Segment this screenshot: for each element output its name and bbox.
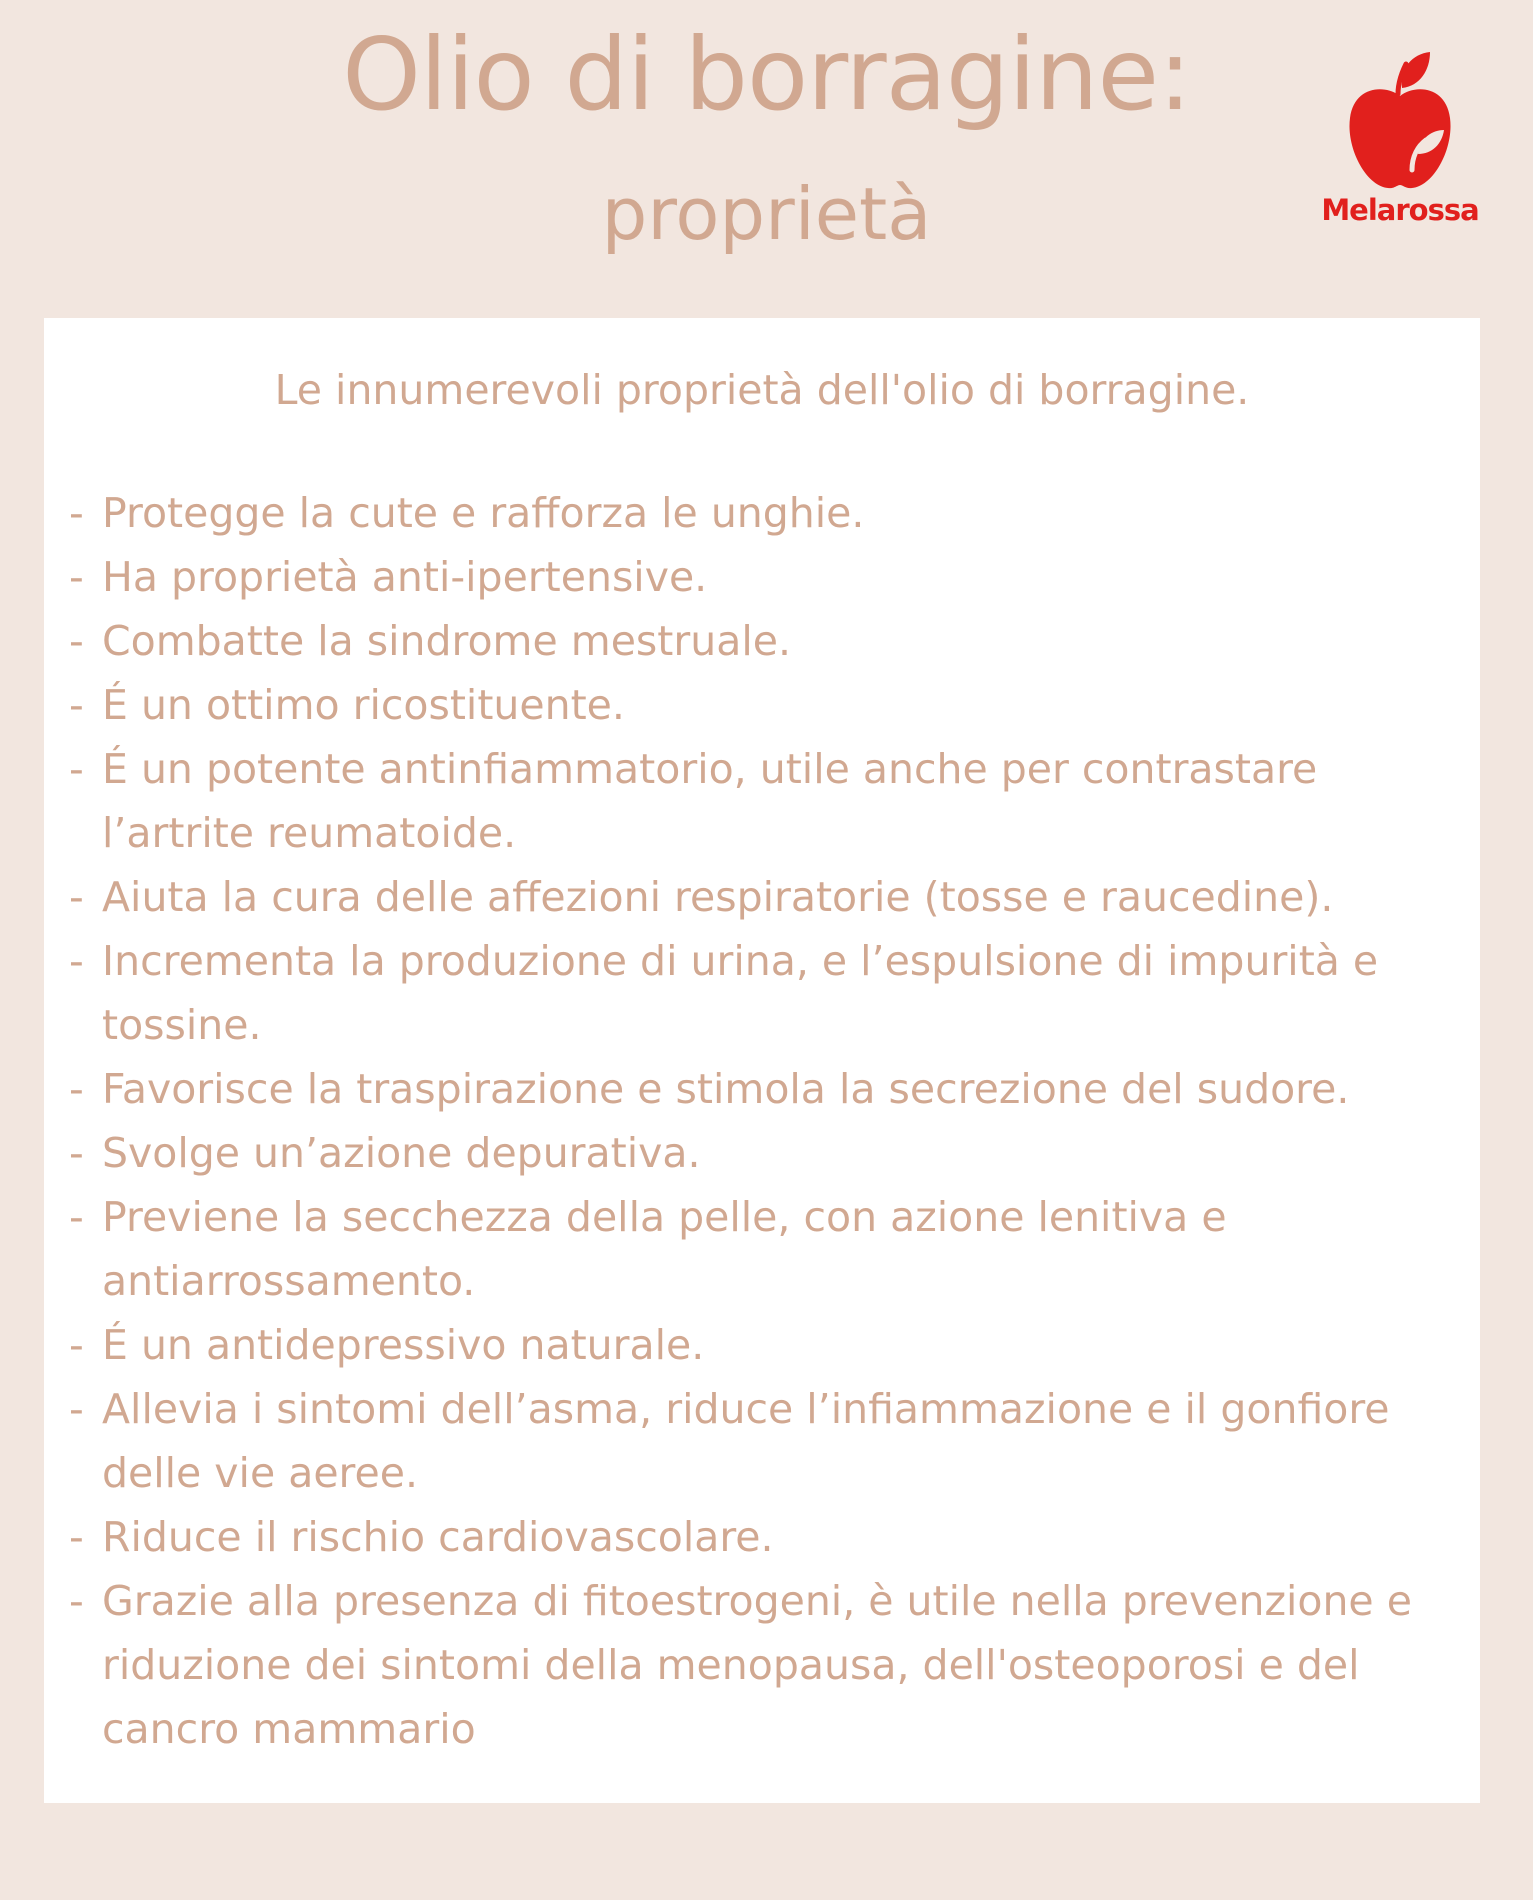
page-subtitle: proprietà [601,172,932,256]
list-item-text: É un potente antinfiammatorio, utile anche per contrastare l’artrite reumatoide. [102,745,1318,857]
list-item-text: Favorisce la traspirazione e stimola la secrezione del sudore. [102,1065,1350,1113]
bullet-dash: - [69,1065,84,1113]
bullet-dash: - [69,1577,84,1625]
bullet-dash: - [69,1193,84,1241]
list-item-text: Svolge un’azione depurativa. [102,1129,701,1177]
list-item-text: Combatte la sindrome mestruale. [102,617,791,665]
list-item [69,929,1459,1057]
list-item [69,1313,1459,1377]
bullet-dash: - [69,1129,84,1177]
list-item [69,1569,1459,1761]
list-item-text: Aiuta la cura delle affezioni respiratorie (tosse e raucedine). [102,873,1334,921]
list-item-text: Previene la secchezza della pelle, con azione lenitiva e antiarrossamento. [102,1193,1227,1305]
list-item [69,545,1459,609]
list-item-text: Allevia i sintomi dell’asma, riduce l’infiammazione e il gonfiore delle vie aeree. [102,1385,1390,1497]
page-title: Olio di borragine: [342,16,1191,133]
bullet-dash: - [69,873,84,921]
bullet-dash: - [69,617,84,665]
apple-icon [1340,48,1460,198]
bullet-dash: - [69,553,84,601]
list-item [69,609,1459,673]
bullet-dash: - [69,1513,84,1561]
properties-list [69,481,1459,1761]
list-item [69,1505,1459,1569]
list-item [69,1377,1459,1505]
list-item-text: Riduce il rischio cardiovascolare. [102,1513,774,1561]
list-item-text: É un ottimo ricostituente. [102,681,625,729]
bullet-dash: - [69,1385,84,1433]
bullet-dash: - [69,937,84,985]
list-item-text: Protegge la cute e rafforza le unghie. [102,489,865,537]
list-item [69,865,1459,929]
bullet-dash: - [69,681,84,729]
list-item [69,673,1459,737]
bullet-dash: - [69,489,84,537]
list-item [69,1185,1459,1313]
list-item-text: Grazie alla presenza di fitoestrogeni, è utile nella prevenzione e riduzione dei sintomi della menopausa, dell'osteoporosi e del cancro mammario [102,1577,1412,1753]
content-card [44,318,1480,1803]
list-item-text: Ha proprietà anti-ipertensive. [102,553,708,601]
bullet-dash: - [69,1321,84,1369]
list-item [69,737,1459,865]
list-item [69,1057,1459,1121]
card-intro: Le innumerevoli proprietà dell'olio di borragine. [274,366,1250,414]
brand-logo[interactable] [1310,48,1490,238]
list-item-text: Incrementa la produzione di urina, e l’espulsione di impurità e tossine. [102,937,1379,1049]
list-item [69,1121,1459,1185]
brand-name: Melarossa [1321,193,1479,227]
list-item-text: É un antidepressivo naturale. [102,1321,705,1369]
bullet-dash: - [69,745,84,793]
list-item [69,481,1459,545]
